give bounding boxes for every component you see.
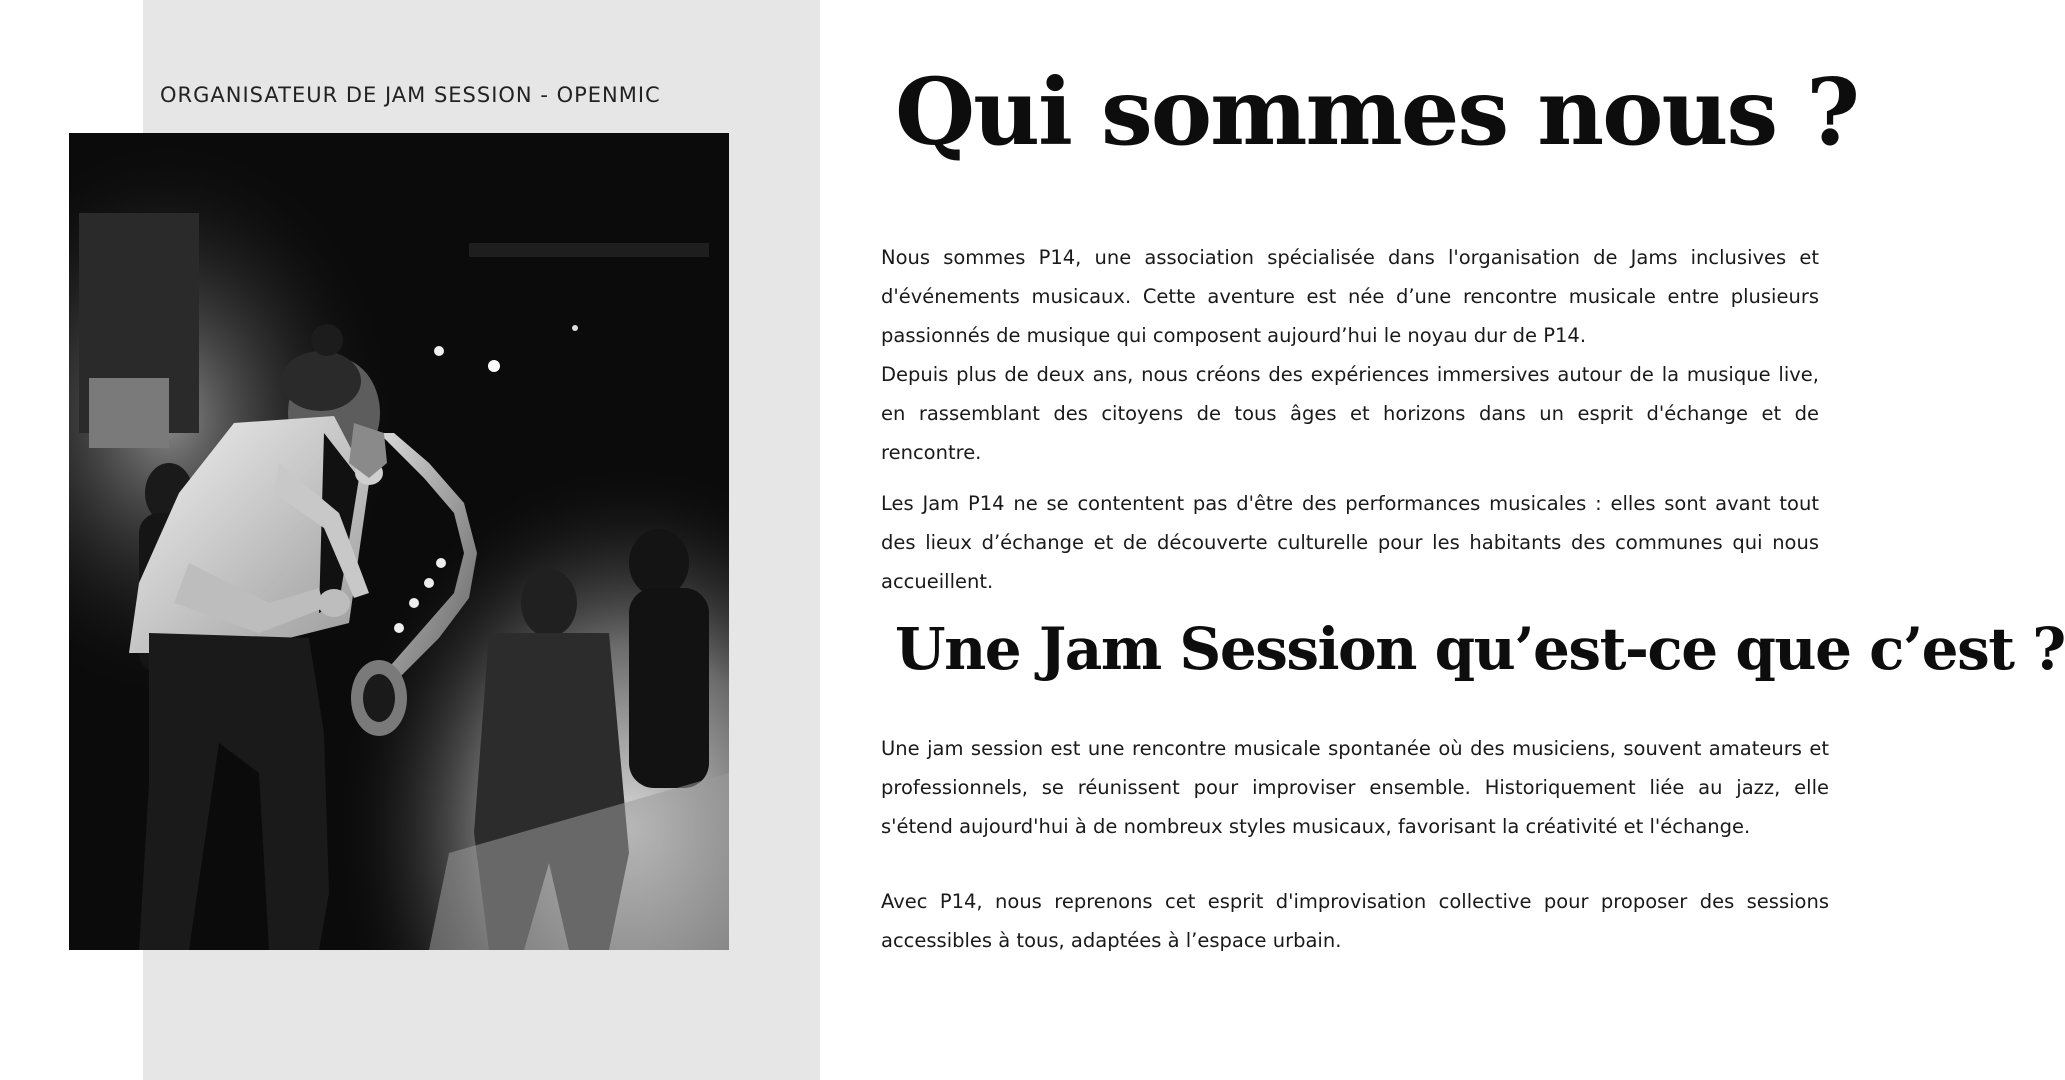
jam-paragraph-1: Une jam session est une rencontre musicale spontanée où des musiciens, souvent amateurs et professionnels, se réunissent pour improviser ensemble. Historiquement liée au jazz, elle s'étend aujourd'hui à de nombreux styles musicaux, favorisant la créativité et l'échange. [881, 737, 1829, 838]
jam-session-title: Une Jam Session qu’est-ce que c’est ? [895, 615, 2065, 683]
jam-text-block-2 [881, 882, 1829, 960]
eyebrow-label: ORGANISATEUR DE JAM SESSION - OPENMIC [160, 83, 661, 107]
photo-illustration [69, 133, 729, 950]
about-paragraph-3: Les Jam P14 ne se contentent pas d'être des performances musicales : elles sont avant tout des lieux d’échange et de découverte culturelle pour les habitants des communes qui nous accueillent. [881, 492, 1819, 593]
jam-paragraph-2: Avec P14, nous reprenons cet esprit d'improvisation collective pour proposer des sessions accessibles à tous, adaptées à l’espace urbain. [881, 890, 1829, 952]
about-text-block [881, 238, 1819, 472]
about-paragraph-1: Nous sommes P14, une association spécialisée dans l'organisation de Jams inclusives et d'événements musicaux. Cette aventure est née d’une rencontre musicale entre plusieurs passionnés de musique qui composent aujourd’hui le noyau dur de P14. [881, 246, 1819, 347]
jam-text-block [881, 729, 1829, 846]
about-title: Qui sommes nous ? [895, 58, 1859, 166]
about-text-block-2 [881, 484, 1819, 601]
saxophonist-photo [69, 133, 729, 950]
about-paragraph-2: Depuis plus de deux ans, nous créons des expériences immersives autour de la musique live, en rassemblant des citoyens de tous âges et horizons dans un esprit d'échange et de rencontre. [881, 363, 1819, 464]
